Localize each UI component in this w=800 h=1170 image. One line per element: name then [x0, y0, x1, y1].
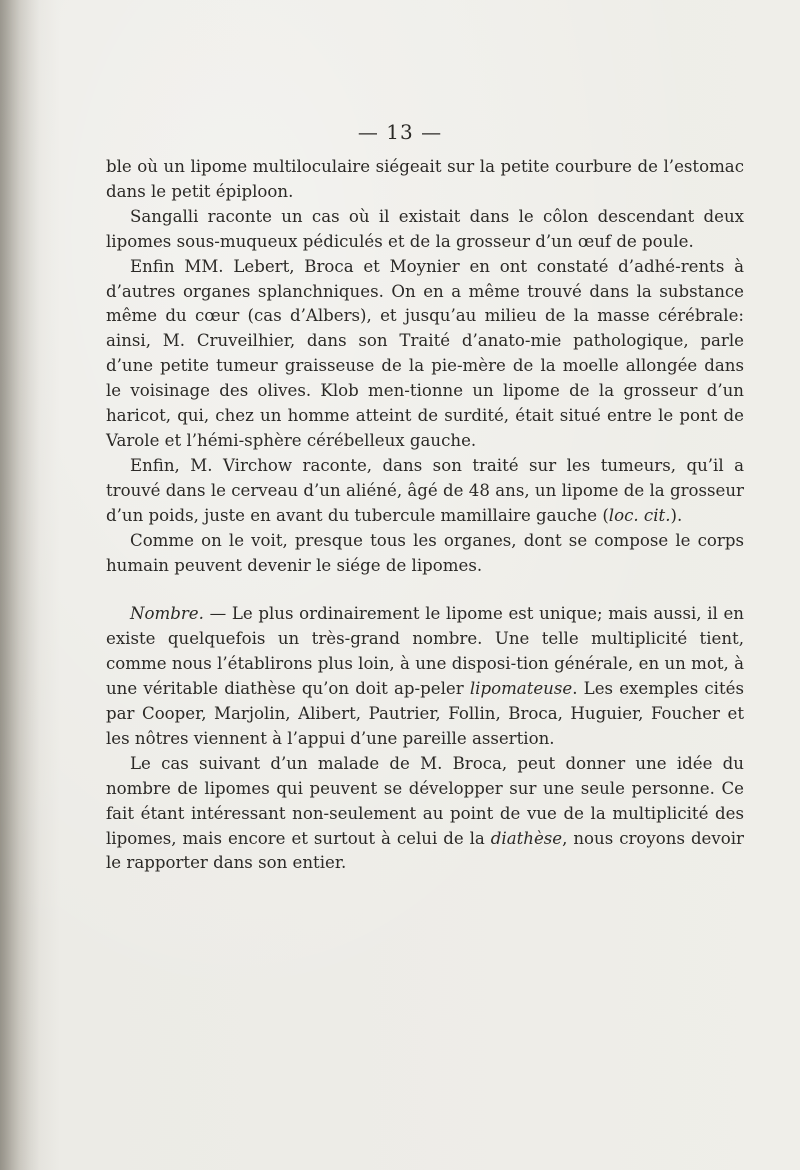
paragraph-3-text: Enfin MM. Lebert, Broca et Moynier en ont constaté d’adhé-rents à d’autres organes splanchniques. On en a même trouvé dans la substance même du cœur (cas d’Albers), et jusqu’au milieu de la masse cérébrale: ainsi, M. Cruveilhier, dans son Traité d’anato-mie pathologique, parle d’une petite tumeur graisseuse de la pie-mère de la moelle allongée dans le voisinage des olives. Klob men-tionne un lipome de la grosseur d’un haricot, qui, chez un homme atteint de surdité, était situé entre le pont de Varole et l’hémi-sphère cérébelleux gauche. — [106, 256, 744, 450]
paragraph-5-text: Comme on le voit, presque tous les organes, dont se compose le corps humain peuvent devenir le siége de lipomes. — [106, 530, 744, 575]
section-heading-nombre: Nombre. — [130, 604, 204, 624]
paragraph-2 — [106, 205, 744, 255]
paragraph-1 — [106, 155, 744, 205]
paragraph-7-text-after: , nous croyons devoir le rapporter dans son entier. — [106, 828, 744, 873]
paragraph-4-text-after: ). — [670, 505, 683, 525]
paragraph-6 — [106, 602, 744, 751]
paragraph-1-text: ble où un lipome multiloculaire siégeait sur la petite courbure de l’estomac dans le petit épiploon. — [106, 157, 744, 201]
page-number: — 13 — — [357, 120, 443, 144]
paragraph-7 — [106, 752, 744, 877]
paragraph-3 — [106, 255, 744, 454]
paragraph-6-italic-term: lipomateuse — [469, 679, 573, 699]
paragraph-4-citation: loc. cit. — [608, 505, 671, 525]
paragraph-6-text-before: — Le plus ordinairement le lipome est unique; mais aussi, il en existe quelquefois un très-grand nombre. Une telle multiplicité tient, comme nous l’établirons plus loin, à une disposi-tion générale, en un mot, à une véritable diathèse qu’on doit ap-peler — [106, 604, 744, 699]
paragraph-6-text-after: . Les exemples cités par Cooper, Marjolin, Alibert, Pautrier, Follin, Broca, Huguier, Foucher et les nôtres viennent à l’appui d’une pareille assertion. — [106, 679, 744, 748]
paragraph-4-text-before: Enfin, M. Virchow raconte, dans son traité sur les tumeurs, qu’il a trouvé dans le cerveau d’un aliéné, âgé de 48 ans, un lipome de la grosseur d’un poids, juste en avant du tubercule mamillaire gauche ( — [106, 455, 744, 525]
body-text — [106, 155, 744, 876]
paragraph-7-text-before: Le cas suivant d’un malade de M. Broca, peut donner une idée du nombre de lipomes qui peuvent se développer sur une seule personne. Ce fait étant intéressant non-seulement au point de vue de la multiplicité des lipomes, mais encore et surtout à celui de la — [106, 753, 744, 848]
paragraph-4 — [106, 454, 744, 529]
paragraph-2-text: Sangalli raconte un cas où il existait dans le côlon descendant deux lipomes sous-muqueux pédiculés et de la grosseur d’un œuf de poule. — [106, 206, 744, 251]
paragraph-7-italic-term: diathèse — [490, 828, 563, 848]
paragraph-5 — [106, 529, 744, 579]
spine-shadow — [0, 0, 40, 1170]
